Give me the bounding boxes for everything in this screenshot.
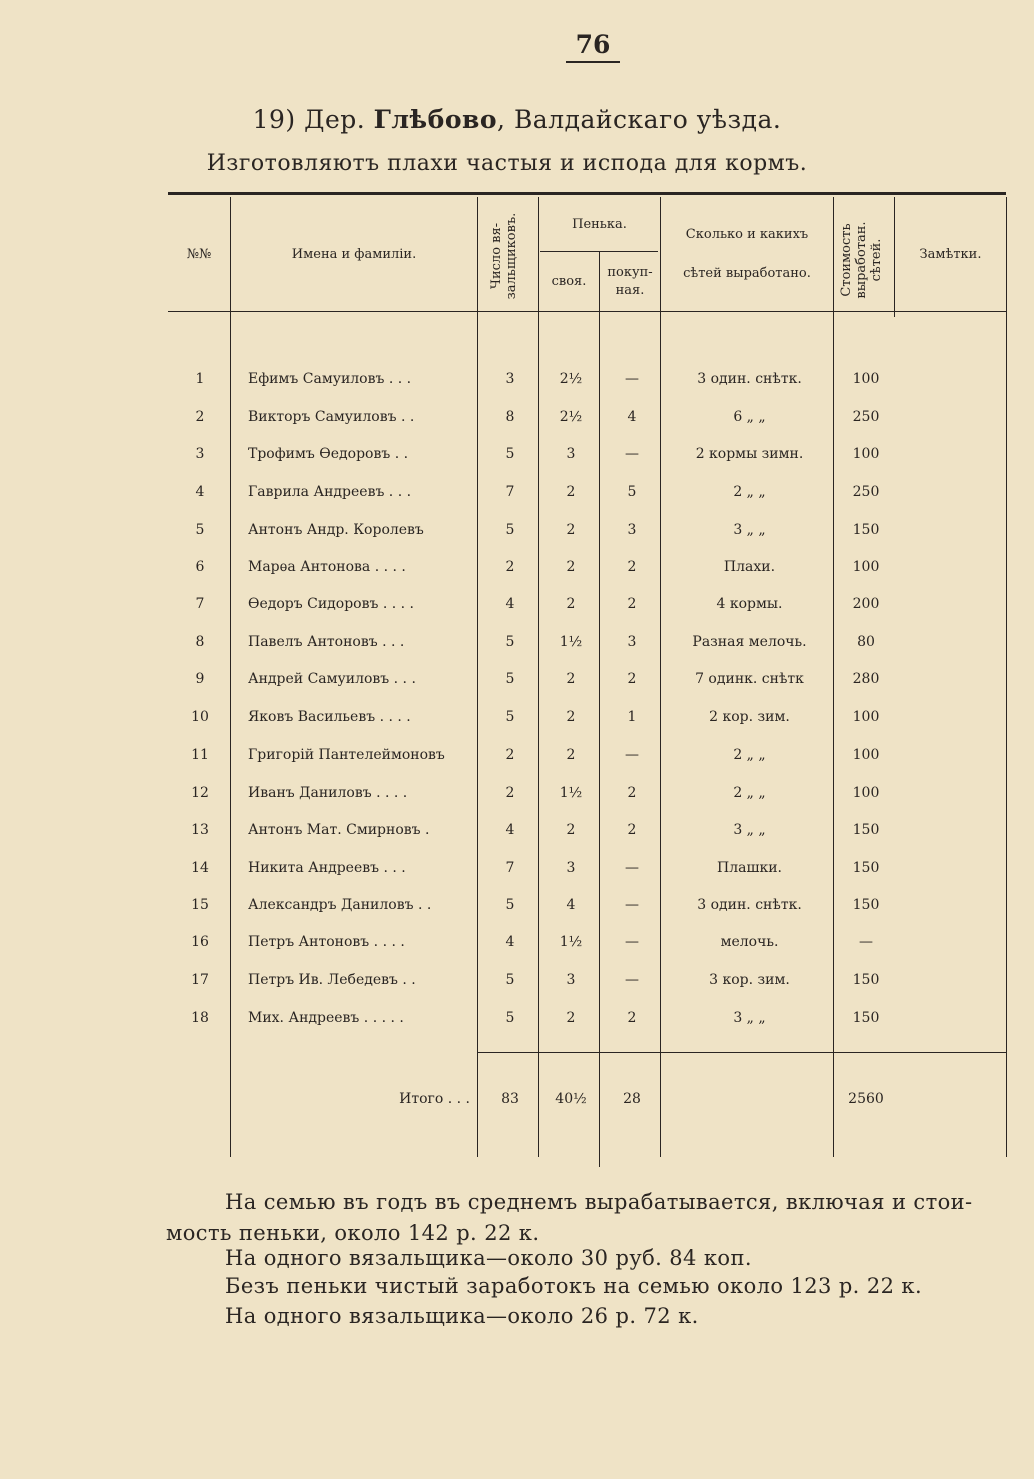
row-nets: мелочь. xyxy=(720,934,779,950)
row-cost: 250 xyxy=(852,484,880,500)
title-village: Глѣбово xyxy=(373,105,498,134)
header-hemp-bought-line1: покуп- xyxy=(607,265,653,281)
row-num: 9 xyxy=(195,671,205,687)
table-top-rule xyxy=(168,192,1006,195)
row-knitters: 7 xyxy=(505,484,515,500)
row-cost: 100 xyxy=(852,785,880,801)
row-name: Яковъ Васильевъ . . . . xyxy=(248,709,411,725)
header-knitters-line2: зальщиковъ. xyxy=(503,212,519,300)
row-num: 12 xyxy=(191,785,209,801)
header-notes: Замѣтки. xyxy=(919,247,982,263)
row-hemp-own: 2 xyxy=(566,671,576,687)
row-cost: 100 xyxy=(852,709,880,725)
page-number: 76 xyxy=(566,30,620,63)
row-nets: 7 одинк. снѣтк xyxy=(695,671,804,687)
table-row xyxy=(168,965,1006,995)
row-nets: 2 „ „ xyxy=(733,484,766,500)
row-cost: 150 xyxy=(852,522,880,538)
summary-line-2: мость пеньки, около 142 р. 22 к. xyxy=(166,1221,540,1245)
row-hemp-own: 2 xyxy=(566,484,576,500)
row-name: Мих. Андреевъ . . . . . xyxy=(248,1010,404,1026)
table-row xyxy=(168,552,1006,582)
row-num: 13 xyxy=(191,822,209,838)
row-knitters: 5 xyxy=(505,634,515,650)
table-row xyxy=(168,627,1006,657)
row-num: 3 xyxy=(195,446,205,462)
row-hemp-own: 3 xyxy=(566,860,576,876)
row-hemp-own: 1½ xyxy=(559,934,583,950)
row-num: 6 xyxy=(195,559,205,575)
row-cost: 150 xyxy=(852,860,880,876)
row-hemp-own: 2 xyxy=(566,709,576,725)
row-knitters: 7 xyxy=(505,860,515,876)
row-cost: 150 xyxy=(852,897,880,913)
row-knitters: 2 xyxy=(505,747,515,763)
row-cost: 200 xyxy=(852,596,880,612)
row-nets: 3 кор. зим. xyxy=(709,972,790,988)
section-title xyxy=(0,105,1034,134)
summary-line-3: На одного вязальщика—около 30 руб. 84 коп. xyxy=(225,1246,752,1270)
table-row xyxy=(168,740,1006,770)
row-nets: Разная мелочь. xyxy=(692,634,807,650)
row-hemp-own: 2 xyxy=(566,1010,576,1026)
row-nets: 3 один. снѣтк. xyxy=(697,897,802,913)
header-cost-line2: выработан. xyxy=(853,221,869,299)
row-knitters: 2 xyxy=(505,785,515,801)
row-name: Ѳедоръ Сидоровъ . . . . xyxy=(248,596,415,612)
row-hemp-bought: 2 xyxy=(627,559,637,575)
row-hemp-bought: — xyxy=(625,371,639,387)
row-knitters: 8 xyxy=(505,409,515,425)
title-prefix: 19) Дер. xyxy=(252,105,366,134)
row-name: Павелъ Антоновъ . . . xyxy=(248,634,405,650)
row-num: 15 xyxy=(191,897,209,913)
row-cost: 150 xyxy=(852,972,880,988)
row-num: 10 xyxy=(191,709,209,725)
table-total-row xyxy=(168,1084,1006,1114)
row-cost: 280 xyxy=(852,671,880,687)
header-cost xyxy=(840,204,888,316)
header-cost-line3: сѣтей. xyxy=(868,238,884,282)
row-knitters: 5 xyxy=(505,671,515,687)
row-nets: 3 один. снѣтк. xyxy=(697,371,802,387)
table-row xyxy=(168,477,1006,507)
row-cost: 100 xyxy=(852,446,880,462)
row-nets: 2 кормы зимн. xyxy=(695,446,804,462)
row-num: 11 xyxy=(191,747,209,763)
total-knitters: 83 xyxy=(501,1091,519,1107)
row-hemp-bought: 2 xyxy=(627,671,637,687)
table-row xyxy=(168,589,1006,619)
row-nets: 3 „ „ xyxy=(733,822,766,838)
row-name: Петръ Ив. Лебедевъ . . xyxy=(248,972,416,988)
table-row xyxy=(168,1003,1006,1033)
row-nets: 6 „ „ xyxy=(733,409,766,425)
total-hemp-own: 40½ xyxy=(555,1091,587,1107)
row-hemp-bought: — xyxy=(625,972,639,988)
row-num: 14 xyxy=(191,860,209,876)
header-nets-bottom: сѣтей выработано. xyxy=(683,266,811,282)
row-hemp-bought: — xyxy=(625,897,639,913)
row-hemp-bought: — xyxy=(625,747,639,763)
row-knitters: 5 xyxy=(505,709,515,725)
row-name: Ефимъ Самуиловъ . . . xyxy=(248,371,412,387)
row-knitters: 5 xyxy=(505,446,515,462)
row-knitters: 2 xyxy=(505,559,515,575)
total-cost: 2560 xyxy=(848,1091,884,1107)
table-row xyxy=(168,364,1006,394)
table-row xyxy=(168,402,1006,432)
row-knitters: 5 xyxy=(505,897,515,913)
summary-line-1: На семью въ годъ въ среднемъ вырабатывается, включая и стои- xyxy=(225,1190,973,1214)
row-name: Петръ Антоновъ . . . . xyxy=(248,934,405,950)
row-name: Марѳа Антонова . . . . xyxy=(248,559,406,575)
row-num: 18 xyxy=(191,1010,209,1026)
header-hemp-own: своя. xyxy=(551,274,587,290)
row-hemp-own: 2 xyxy=(566,822,576,838)
row-nets: 2 кор. зим. xyxy=(709,709,790,725)
header-hemp-bought-line2: ная. xyxy=(615,283,645,298)
row-name: Григорій Пантелеймоновъ xyxy=(248,747,445,763)
row-name: Трофимъ Ѳедоровъ . . xyxy=(248,446,409,462)
row-cost: 150 xyxy=(852,1010,880,1026)
row-name: Александръ Даниловъ . . xyxy=(248,897,432,913)
table-row xyxy=(168,664,1006,694)
row-hemp-own: 1½ xyxy=(559,785,583,801)
row-knitters: 5 xyxy=(505,522,515,538)
row-cost: 150 xyxy=(852,822,880,838)
table-row xyxy=(168,702,1006,732)
row-num: 8 xyxy=(195,634,205,650)
header-knitters xyxy=(490,201,526,311)
row-name: Андрей Самуиловъ . . . xyxy=(248,671,416,687)
row-hemp-own: 2 xyxy=(566,596,576,612)
row-num: 16 xyxy=(191,934,209,950)
summary-line-5: На одного вязальщика—около 26 р. 72 к. xyxy=(225,1304,699,1328)
table-row xyxy=(168,815,1006,845)
row-cost: 250 xyxy=(852,409,880,425)
row-nets: 2 „ „ xyxy=(733,747,766,763)
table-row xyxy=(168,927,1006,957)
row-hemp-bought: 2 xyxy=(627,1010,637,1026)
row-hemp-bought: — xyxy=(625,446,639,462)
row-hemp-own: 3 xyxy=(566,972,576,988)
header-cost-line1: Стоимость xyxy=(839,223,854,297)
row-nets: Плахи. xyxy=(723,559,776,575)
row-hemp-bought: 5 xyxy=(627,484,637,500)
row-knitters: 5 xyxy=(505,1010,515,1026)
header-hemp: Пенька. xyxy=(572,217,627,233)
header-names: Имена и фамиліи. xyxy=(291,247,417,263)
table-row xyxy=(168,515,1006,545)
row-num: 7 xyxy=(195,596,205,612)
row-hemp-bought: — xyxy=(625,934,639,950)
row-hemp-bought: 2 xyxy=(627,596,637,612)
header-num: №№ xyxy=(186,247,212,263)
row-cost: 100 xyxy=(852,747,880,763)
row-hemp-own: 2 xyxy=(566,747,576,763)
row-hemp-bought: 3 xyxy=(627,634,637,650)
table-row xyxy=(168,890,1006,920)
table-row xyxy=(168,778,1006,808)
summary-line-4: Безъ пеньки чистый заработокъ на семью около 123 р. 22 к. xyxy=(225,1274,923,1298)
row-name: Антонъ Андр. Королевъ xyxy=(248,522,424,538)
row-cost: 100 xyxy=(852,371,880,387)
row-name: Иванъ Даниловъ . . . . xyxy=(248,785,408,801)
row-num: 1 xyxy=(195,371,205,387)
title-rest: , Валдайскаго уѣзда. xyxy=(497,105,782,134)
row-cost: — xyxy=(859,934,873,950)
row-hemp-bought: 2 xyxy=(627,822,637,838)
header-hemp-bought xyxy=(600,254,660,310)
row-nets: Плашки. xyxy=(717,860,782,876)
row-knitters: 4 xyxy=(505,822,515,838)
row-num: 2 xyxy=(195,409,205,425)
header-nets-top: Сколько и какихъ xyxy=(685,227,809,243)
row-knitters: 3 xyxy=(505,371,515,387)
row-hemp-bought: 4 xyxy=(627,409,637,425)
table-row xyxy=(168,439,1006,469)
row-name: Никита Андреевъ . . . xyxy=(248,860,406,876)
row-hemp-own: 2 xyxy=(566,522,576,538)
row-hemp-own: 2½ xyxy=(559,409,583,425)
row-hemp-own: 1½ xyxy=(559,634,583,650)
row-knitters: 4 xyxy=(505,934,515,950)
row-hemp-own: 3 xyxy=(566,446,576,462)
row-nets: 3 „ „ xyxy=(733,522,766,538)
row-hemp-own: 2 xyxy=(566,559,576,575)
section-subtitle: Изготовляютъ плахи частыя и испода для кормъ. xyxy=(206,151,808,176)
row-cost: 100 xyxy=(852,559,880,575)
row-num: 5 xyxy=(195,522,205,538)
row-nets: 2 „ „ xyxy=(733,785,766,801)
row-name: Антонъ Мат. Смирновъ . xyxy=(248,822,430,838)
row-knitters: 4 xyxy=(505,596,515,612)
row-num: 4 xyxy=(195,484,205,500)
row-hemp-bought: 3 xyxy=(627,522,637,538)
row-name: Гаврила Андреевъ . . . xyxy=(248,484,412,500)
header-knitters-line1: Число вя- xyxy=(489,222,504,290)
table-row xyxy=(168,853,1006,883)
total-label: Итого . . . xyxy=(399,1091,470,1107)
row-name: Викторъ Самуиловъ . . xyxy=(248,409,415,425)
row-num: 17 xyxy=(191,972,209,988)
row-hemp-bought: 2 xyxy=(627,785,637,801)
row-hemp-bought: 1 xyxy=(627,709,637,725)
row-hemp-own: 4 xyxy=(566,897,576,913)
row-hemp-own: 2½ xyxy=(559,371,583,387)
row-nets: 4 кормы. xyxy=(716,596,783,612)
row-nets: 3 „ „ xyxy=(733,1010,766,1026)
row-hemp-bought: — xyxy=(625,860,639,876)
row-cost: 80 xyxy=(857,634,875,650)
total-hemp-bought: 28 xyxy=(623,1091,641,1107)
row-knitters: 5 xyxy=(505,972,515,988)
